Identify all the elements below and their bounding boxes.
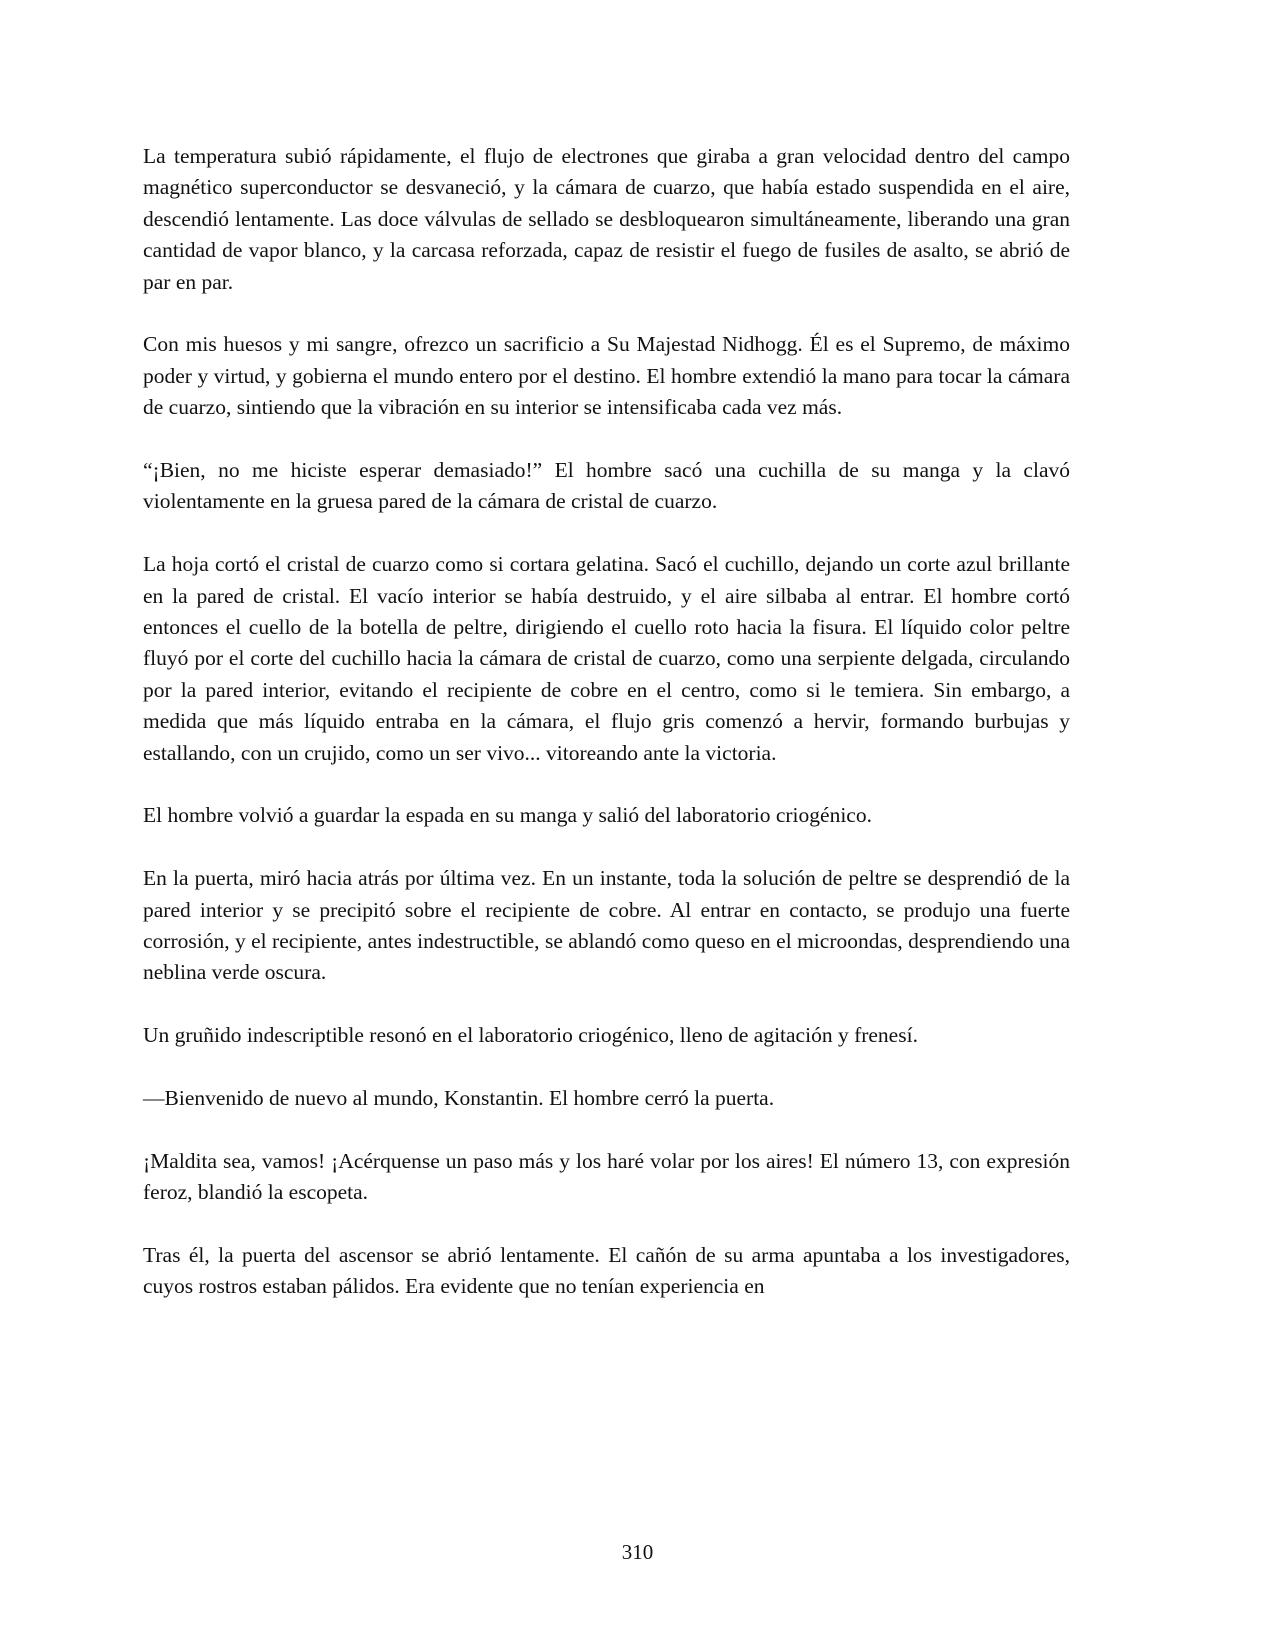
paragraph-4: La hoja cortó el cristal de cuarzo como si cortara gelatina. Sacó el cuchillo, dejando un corte azul brillante en la pared de cristal. El vacío interior se había destruido, y el aire silbaba al entrar. El hombre cortó entonces el cuello de la botella de peltre, dirigiendo el cuello roto hacia la fisura. El líquido color peltre fluyó por el corte del cuchillo hacia la cámara de cristal de cuarzo, como una serpiente delgada, circulando por la pared interior, evitando el recipiente de cobre en el centro, como si le temiera. Sin embargo, a medida que más líquido entraba en la cámara, el flujo gris comenzó a hervir, formando burbujas y estallando, con un crujido, como un ser vivo... vitoreando ante la victoria.: [143, 552, 1070, 765]
paragraph-9: ¡Maldita sea, vamos! ¡Acérquense un paso más y los haré volar por los aires! El número 13, con expresión feroz, blandió la escopeta.: [143, 1148, 1070, 1205]
paragraph-1: La temperatura subió rápidamente, el flujo de electrones que giraba a gran velocidad dentro del campo magnético superconductor se desvaneció, y la cámara de cuarzo, que había estado suspendida en el aire, descendió lentamente. Las doce válvulas de sellado se desbloquearon simultáneamente, liberando una gran cantidad de vapor blanco, y la carcasa reforzada, capaz de resistir el fuego de fusiles de asalto, se abrió de par en par.: [143, 144, 1070, 294]
body-text: [143, 141, 1070, 1334]
paragraph-5: El hombre volvió a guardar la espada en su manga y salió del laboratorio criogénico.: [143, 803, 872, 828]
page-number: 310: [621, 1540, 654, 1564]
paragraph-2: Con mis huesos y mi sangre, ofrezco un sacrificio a Su Majestad Nidhogg. Él es el Supremo, de máximo poder y virtud, y gobierna el mundo entero por el destino. El hombre extendió la mano para tocar la cámara de cuarzo, sintiendo que la vibración en su interior se intensificaba cada vez más.: [143, 332, 1070, 420]
paragraph-6: En la puerta, miró hacia atrás por última vez. En un instante, toda la solución de peltre se desprendió de la pared interior y se precipitó sobre el recipiente de cobre. Al entrar en contacto, se produjo una fuerte corrosión, y el recipiente, antes indestructible, se ablandó como queso en el microondas, desprendiendo una neblina verde oscura.: [143, 866, 1070, 985]
paragraph-7: Un gruñido indescriptible resonó en el laboratorio criogénico, lleno de agitación y frenesí.: [143, 1023, 918, 1048]
paragraph-3: “¡Bien, no me hiciste esperar demasiado!” El hombre sacó una cuchilla de su manga y la clavó violentamente en la gruesa pared de la cámara de cristal de cuarzo.: [143, 458, 1070, 514]
paragraph-10: Tras él, la puerta del ascensor se abrió lentamente. El cañón de su arma apuntaba a los investigadores, cuyos rostros estaban pálidos. Era evidente que no tenían experiencia en: [143, 1243, 1070, 1299]
paragraph-8: —Bienvenido de nuevo al mundo, Konstantin. El hombre cerró la puerta.: [143, 1086, 775, 1111]
